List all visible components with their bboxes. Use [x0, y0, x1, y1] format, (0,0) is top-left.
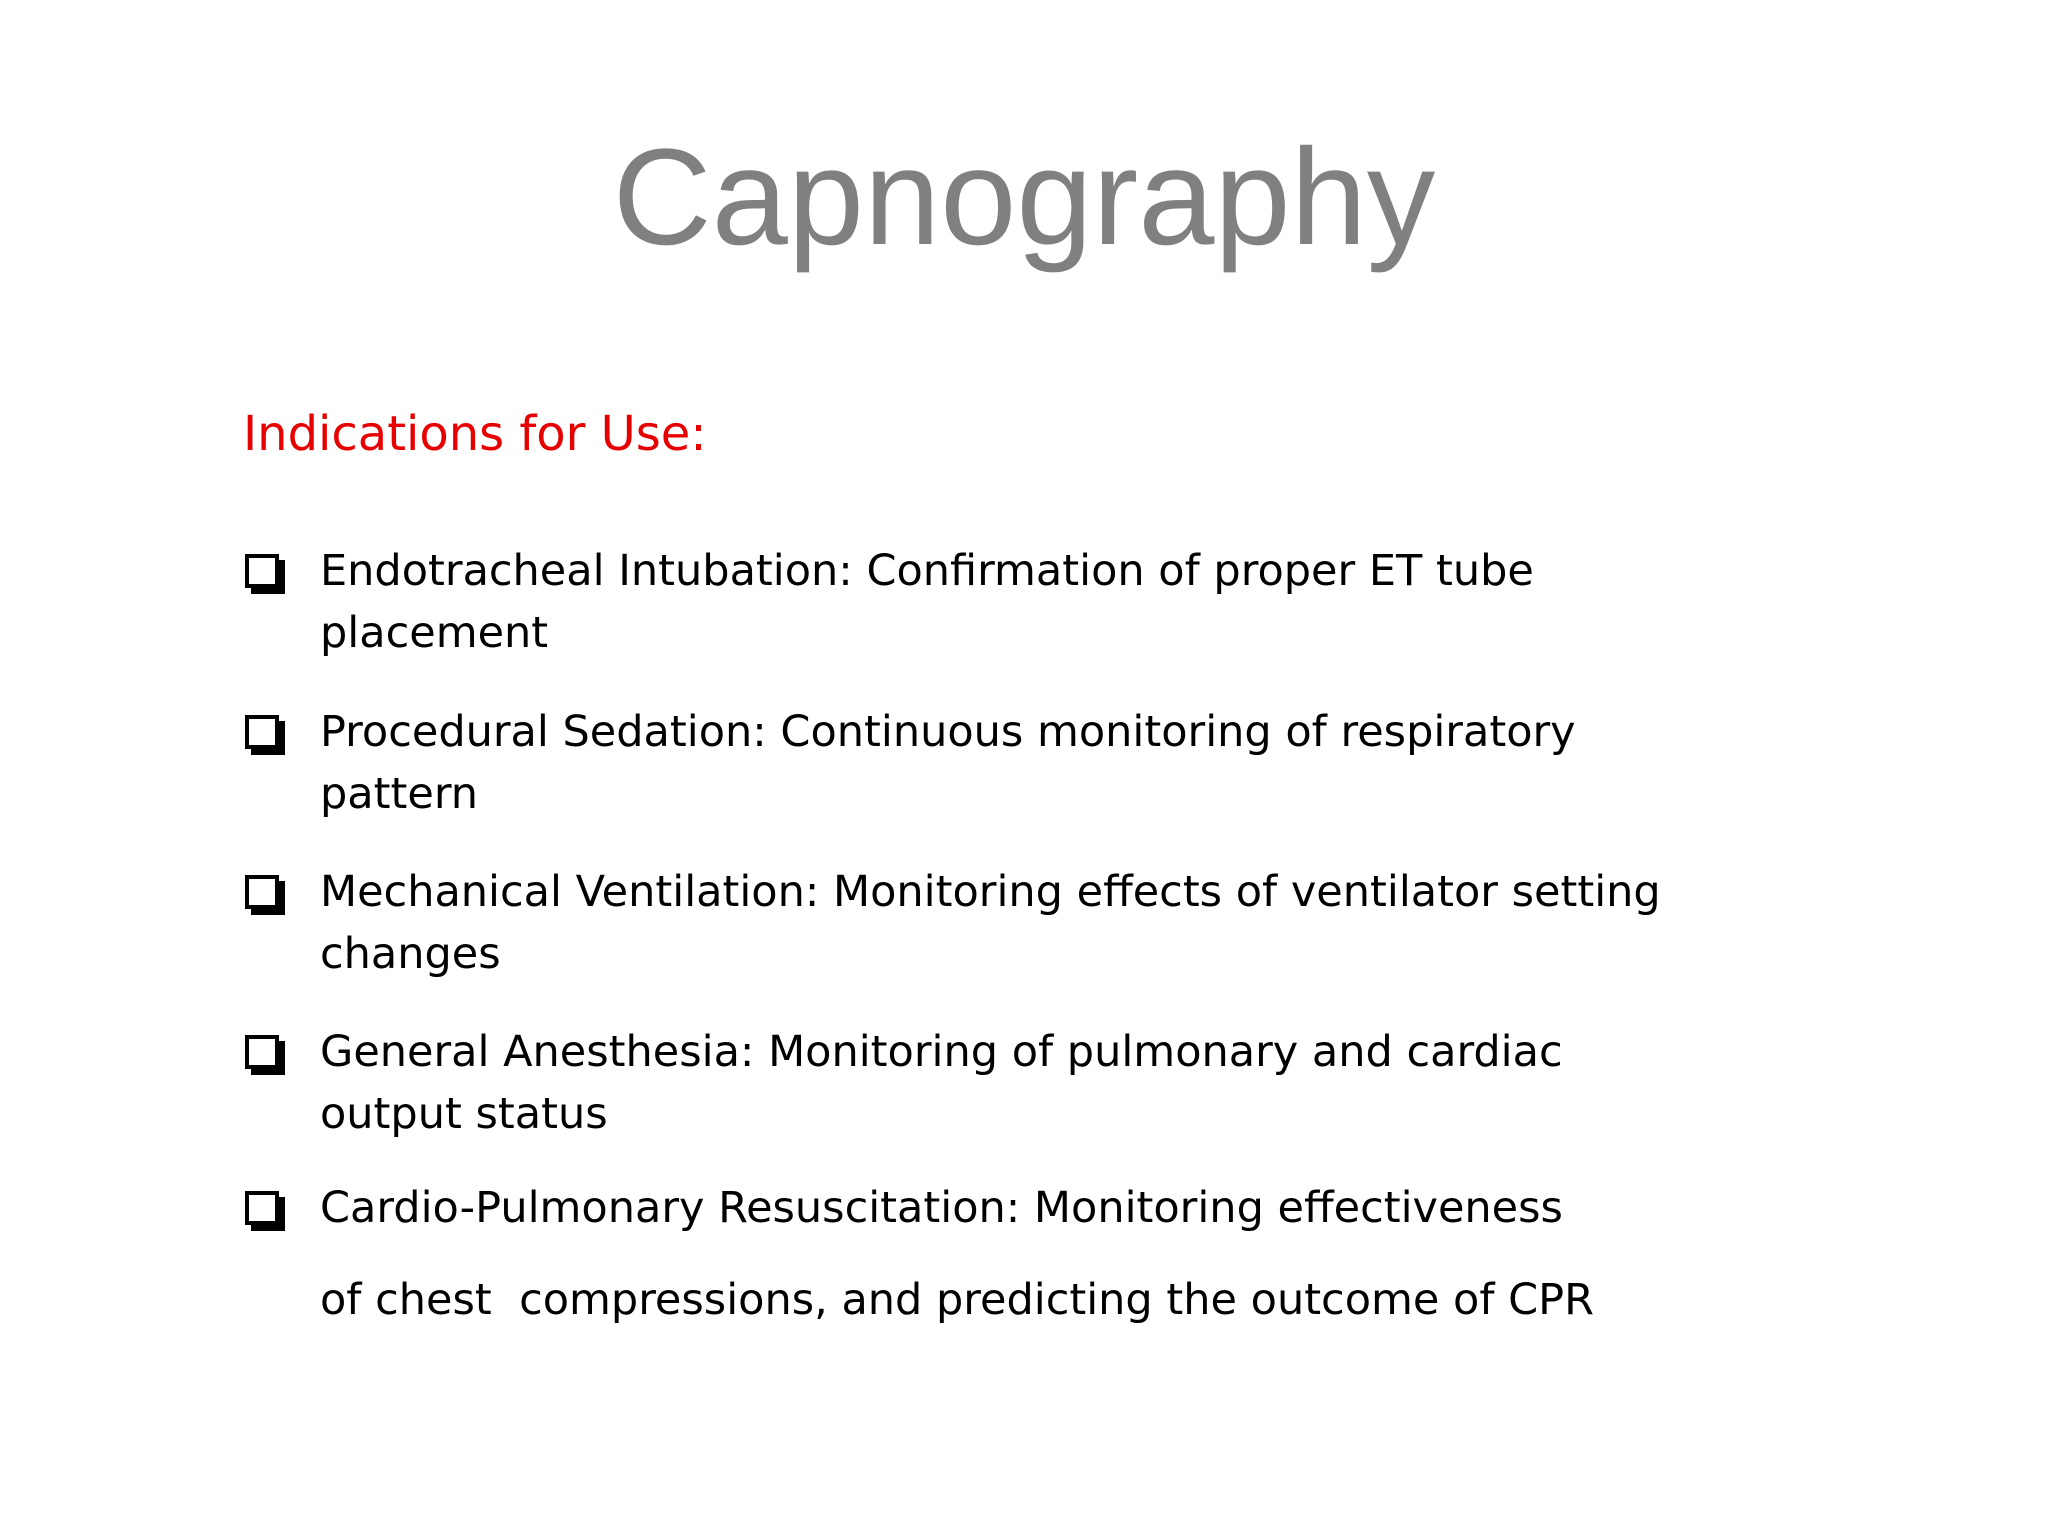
bullet-text: [320, 701, 1680, 825]
bullet-text: [320, 1021, 1680, 1145]
bullet-line: Endotracheal Intubation: Confirmation of proper ET tube: [320, 546, 1534, 596]
bullet-line: output status: [320, 1089, 608, 1139]
bullet-text: [320, 540, 1680, 664]
slide-title: Capnography: [612, 121, 1436, 274]
bullet-line: placement: [320, 608, 549, 658]
bullet-line: of chest compressions, and predicting the outcome of CPR: [320, 1275, 1594, 1325]
checkbox-icon: [245, 1035, 279, 1069]
bullet-line: Cardio-Pulmonary Resuscitation: Monitoring effectiveness: [320, 1183, 1563, 1233]
bullet-line: Mechanical Ventilation: Monitoring effects of ventilator setting: [320, 867, 1661, 917]
bullet-line: General Anesthesia: Monitoring of pulmonary and cardiac: [320, 1027, 1563, 1077]
checkbox-icon: [245, 554, 279, 588]
checkbox-icon: [245, 1191, 279, 1225]
bullet-line: pattern: [320, 769, 478, 819]
bullet-text: [320, 861, 1680, 985]
bullet-text: [320, 1177, 1680, 1331]
checkbox-icon: [245, 715, 279, 749]
bullet-line: Procedural Sedation: Continuous monitoring of respiratory: [320, 707, 1576, 757]
bullet-line: changes: [320, 929, 501, 979]
section-heading: Indications for Use:: [243, 406, 707, 462]
checkbox-icon: [245, 875, 279, 909]
